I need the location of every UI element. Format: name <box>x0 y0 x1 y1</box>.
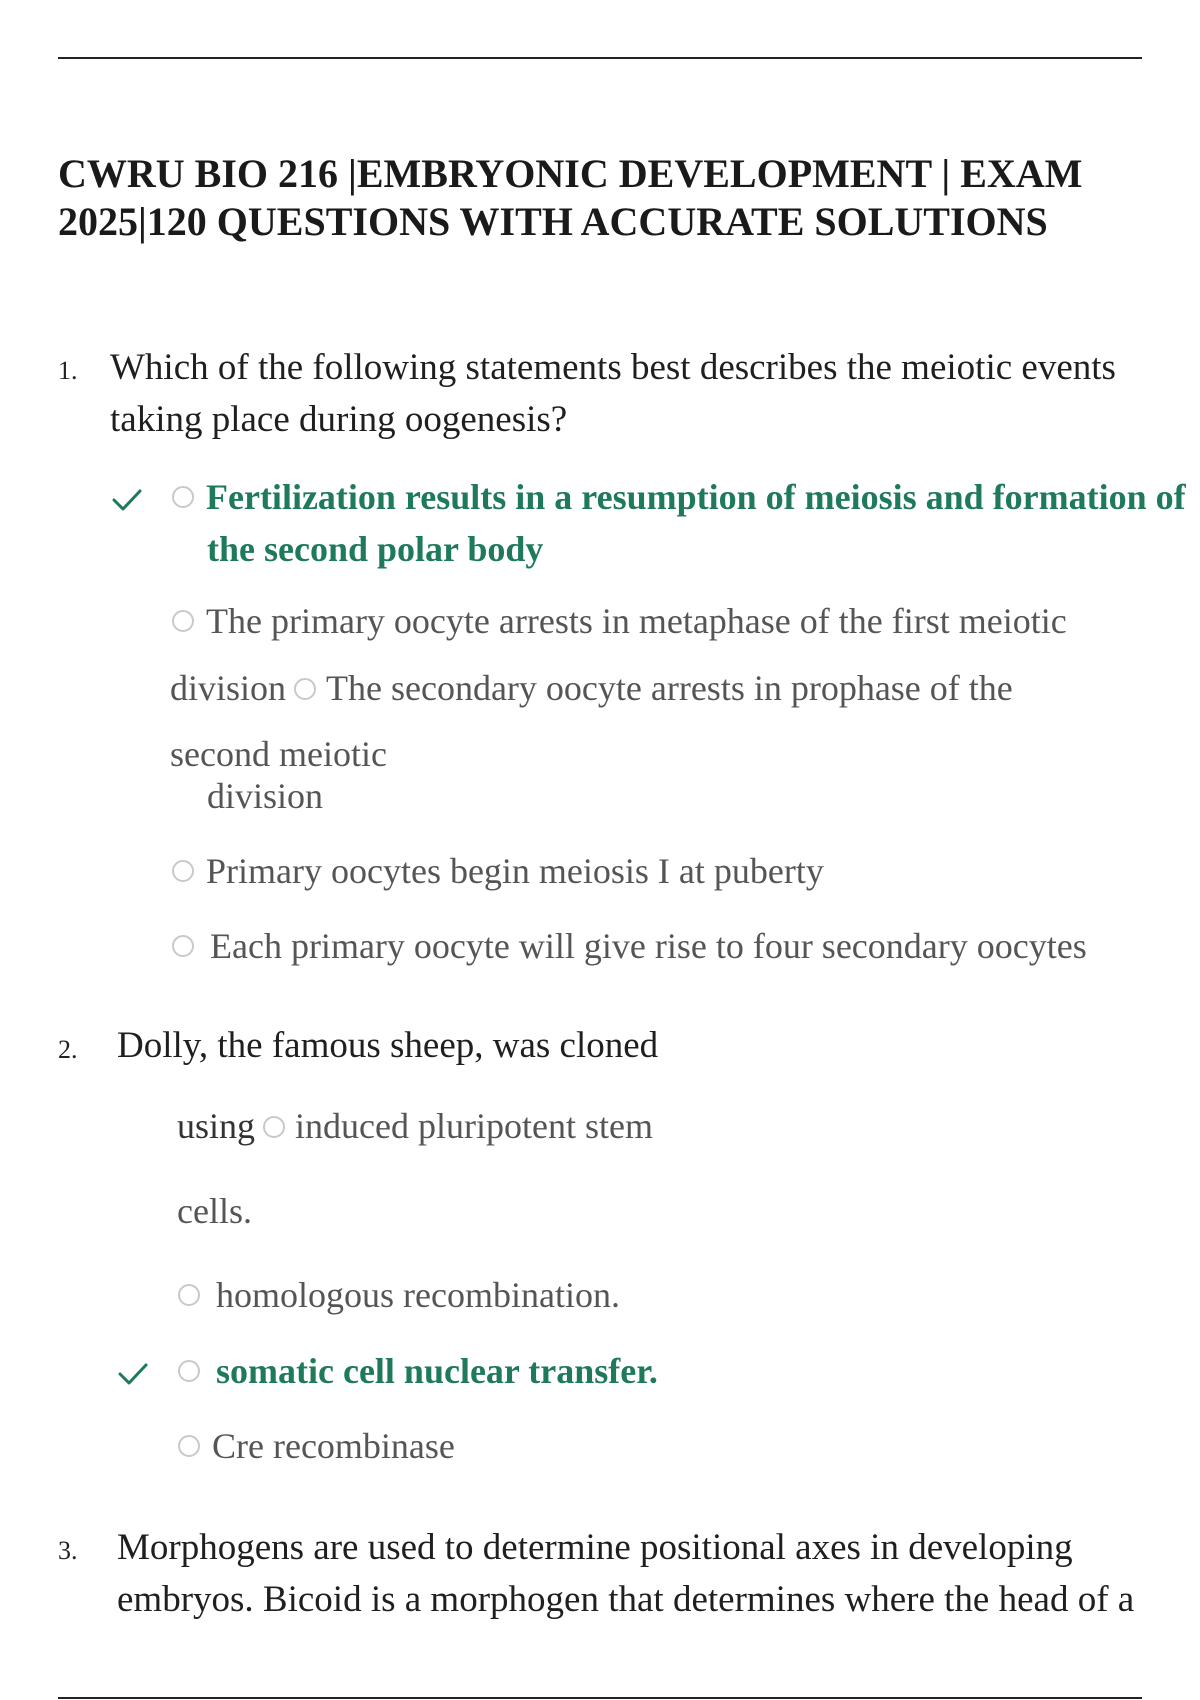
top-rule <box>58 57 1142 59</box>
question-3-text-line-2: embryos. Bicoid is a morphogen that determines where the head of a <box>117 1579 1135 1620</box>
bottom-rule <box>58 1697 1142 1699</box>
question-3-number: 3. <box>58 1536 78 1565</box>
check-icon <box>112 488 142 512</box>
question-3-text <box>117 1522 1134 1626</box>
radio-icon[interactable] <box>172 486 194 508</box>
radio-icon[interactable] <box>178 1284 200 1306</box>
q2-option-c[interactable] <box>178 1350 658 1392</box>
q2-option-a-line-1: induced pluripotent stem <box>295 1106 653 1146</box>
q2-option-d[interactable] <box>178 1425 455 1467</box>
title-line-2: 2025|120 QUESTIONS WITH ACCURATE SOLUTIONS <box>58 199 1048 244</box>
q2-option-b-text: homologous recombination. <box>216 1275 620 1315</box>
q1-option-c-line-2: second meiotic <box>170 734 387 774</box>
q1-option-e-text: Each primary oocyte will give rise to four secondary oocytes <box>210 926 1087 966</box>
q2-option-d-text: Cre recombinase <box>212 1426 455 1466</box>
q1-option-b-c-line <box>170 667 1013 709</box>
q1-option-d[interactable] <box>172 850 824 892</box>
question-1-text <box>110 342 1116 446</box>
q1-option-b-line-1: The primary oocyte arrests in metaphase of the first meiotic <box>206 601 1067 641</box>
q1-option-c-line-1: The secondary oocyte arrests in prophase of the <box>326 668 1013 708</box>
radio-icon[interactable] <box>178 1435 200 1457</box>
question-1-text-line-1: Which of the following statements best describes the meiotic events <box>110 347 1116 388</box>
q1-option-a-line-2: the second polar body <box>207 529 544 569</box>
radio-icon[interactable] <box>172 610 194 632</box>
q2-option-c-text: somatic cell nuclear transfer. <box>216 1351 658 1391</box>
question-1-text-line-2: taking place during oogenesis? <box>110 399 568 440</box>
q1-option-c-line-3: division <box>207 776 324 816</box>
q1-option-d-text: Primary oocytes begin meiosis I at puberty <box>206 851 824 891</box>
radio-icon[interactable] <box>172 935 194 957</box>
radio-icon[interactable] <box>263 1116 285 1138</box>
question-3-text-line-1: Morphogens are used to determine positional axes in developing <box>117 1527 1073 1568</box>
radio-icon[interactable] <box>294 678 316 700</box>
q1-option-a-line-1: Fertilization results in a resumption of meiosis and formation of <box>206 477 1186 517</box>
q1-option-b[interactable] <box>172 600 1067 642</box>
title-line-1: CWRU BIO 216 |EMBRYONIC DEVELOPMENT | EXAM <box>58 151 1083 196</box>
question-2-text-line-2: using <box>177 1106 256 1146</box>
q1-option-a-cont <box>207 528 543 570</box>
check-icon <box>118 1362 148 1386</box>
question-2-number: 2. <box>58 1035 78 1064</box>
q2-option-a-line-2: cells. <box>177 1191 252 1231</box>
q2-option-b[interactable] <box>178 1274 620 1316</box>
q1-option-b-line-2: division <box>170 668 287 708</box>
question-2-text: Dolly, the famous sheep, was cloned <box>117 1025 659 1066</box>
document-title <box>58 150 1148 246</box>
q2-using-line <box>177 1105 653 1147</box>
q1-option-e[interactable] <box>172 925 1087 967</box>
radio-icon[interactable] <box>178 1360 200 1382</box>
radio-icon[interactable] <box>172 860 194 882</box>
question-1-number: 1. <box>58 356 78 385</box>
q1-option-a[interactable] <box>172 476 1186 518</box>
